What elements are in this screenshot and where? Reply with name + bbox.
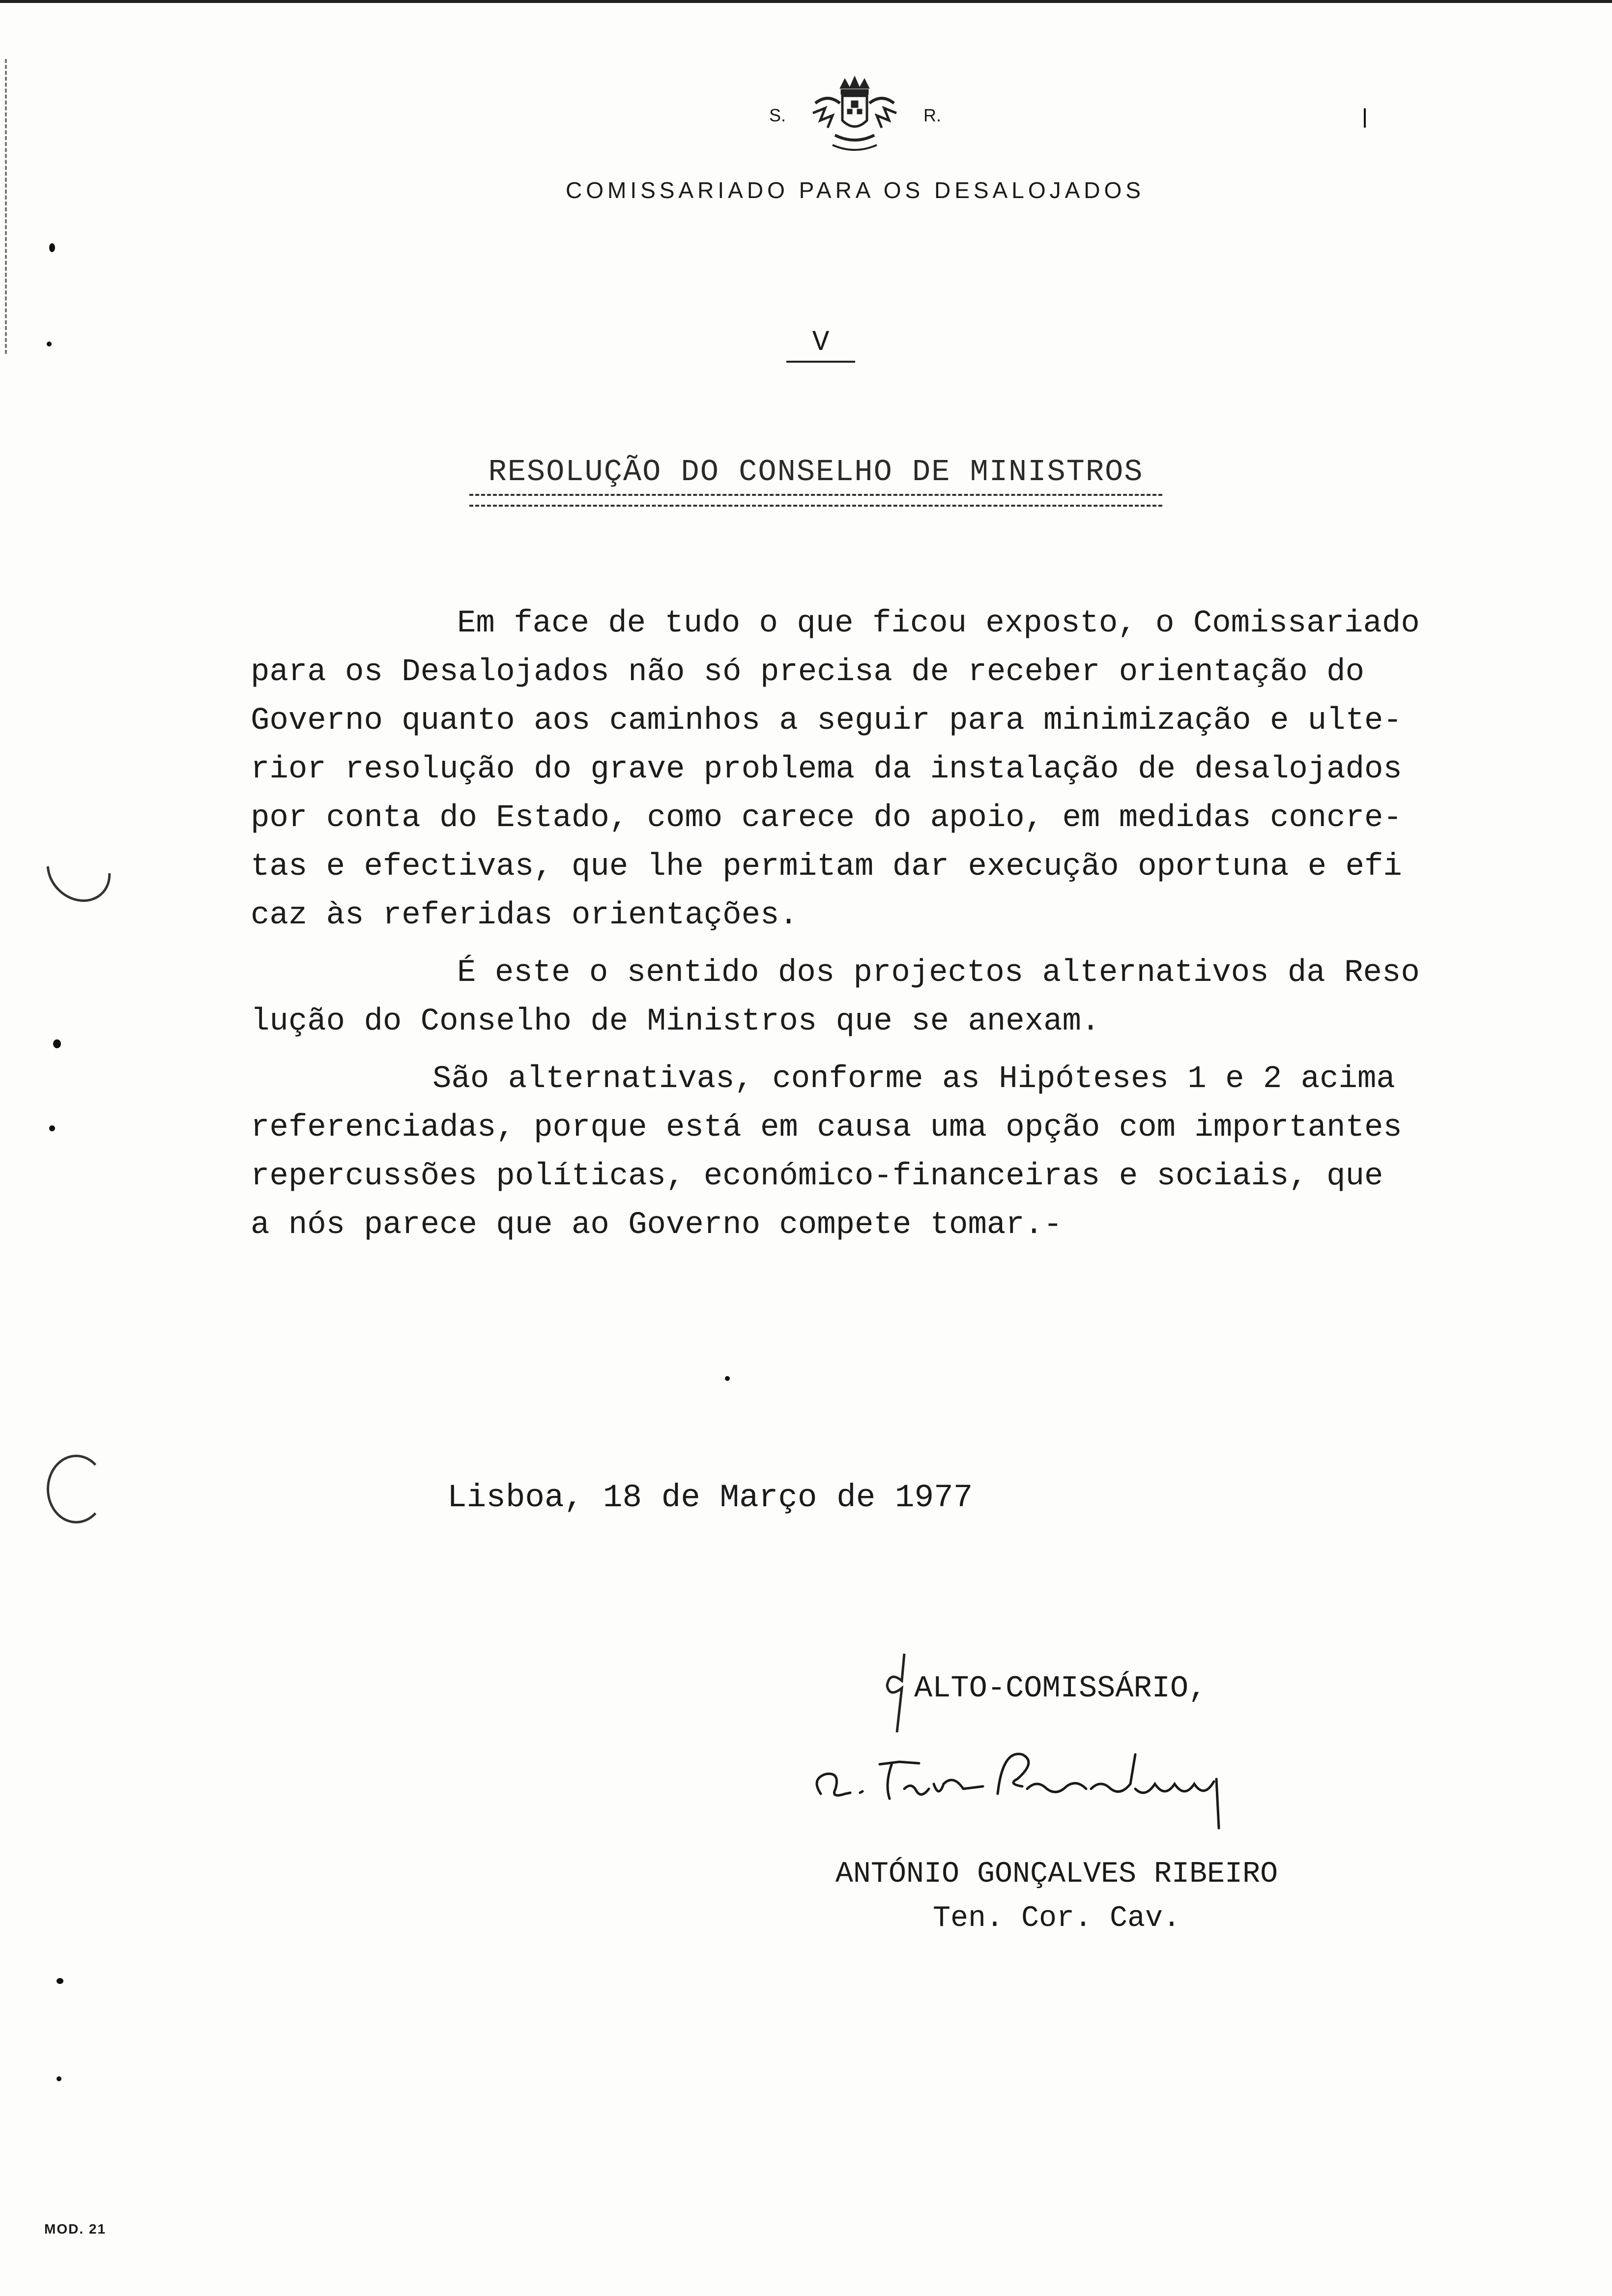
paragraph-line: São alternativas, conforme as Hipóteses 1 e 2 acima [432,1062,1395,1097]
form-code: MOD. 21 [44,2221,107,2237]
paragraph-line: Em face de tudo o que ficou exposto, o Comissariado [457,606,1420,641]
coat-of-arms-icon [806,74,904,157]
paragraph-line: por conta do Estado, como carece do apoio, em medidas concre- [251,801,1402,836]
scan-speck [57,2076,61,2081]
section-number: V [786,327,855,363]
scan-speck [725,1376,730,1381]
scan-speck [1364,108,1366,128]
signer-rank: Ten. Cor. Cav. [932,1902,1181,1935]
paragraph-line: É este o sentido dos projectos alternativos da Reso [457,955,1420,991]
punch-hole-mark [33,825,124,915]
crest-row [511,74,1199,157]
paragraph-3 [251,1055,1509,1250]
initial-mark-icon [875,1651,919,1735]
paragraph-line: a nós parece que ao Governo compete tomar.- [251,1207,1063,1243]
letterhead-left-letter: S. [769,105,786,125]
scan-speck [53,1039,61,1048]
paragraph-line: para os Desalojados não só precisa de receber orientação do [251,655,1364,690]
paragraph-2 [251,949,1509,1046]
paragraph-line: tas e efectivas, que lhe permitam dar execução oportuna e efi [251,849,1402,885]
document-heading: RESOLUÇÃO DO CONSELHO DE MINISTROS [488,455,1144,489]
scan-speck [49,243,55,252]
scan-speck [47,342,52,346]
paragraph-line: repercussões políticas, económico-financeiras e sociais, que [251,1159,1383,1194]
punch-hole-mark [47,1455,106,1523]
binding-edge-marks [5,59,9,354]
page-top-edge [0,0,1612,3]
place-and-date: Lisboa, 18 de Março de 1977 [447,1479,973,1516]
paragraph-line: Governo quanto aos caminhos a seguir para minimização e ulte- [251,703,1402,739]
scan-speck [57,1978,63,1984]
paragraph-1 [251,600,1509,940]
handwritten-signature-icon [806,1735,1297,1833]
paragraph-line: caz às referidas orientações. [251,898,798,933]
paragraph-line: referenciadas, porque está em causa uma opção com importantes [251,1110,1402,1146]
organization-name: COMISSARIADO PARA OS DESALOJADOS [566,177,1145,203]
heading-double-underline [469,494,1162,507]
scan-speck [49,1125,55,1131]
letterhead-right-letter: R. [923,105,941,125]
signer-name: ANTÓNIO GONÇALVES RIBEIRO [835,1858,1278,1891]
paragraph-line: rior resolução do grave problema da instalação de desalojados [251,752,1402,787]
document-body [251,600,1509,1259]
paragraph-line: lução do Conselho de Ministros que se anexam. [251,1004,1100,1039]
signatory-title: ALTO-COMISSÁRIO, [914,1671,1207,1706]
letterhead [511,74,1199,203]
